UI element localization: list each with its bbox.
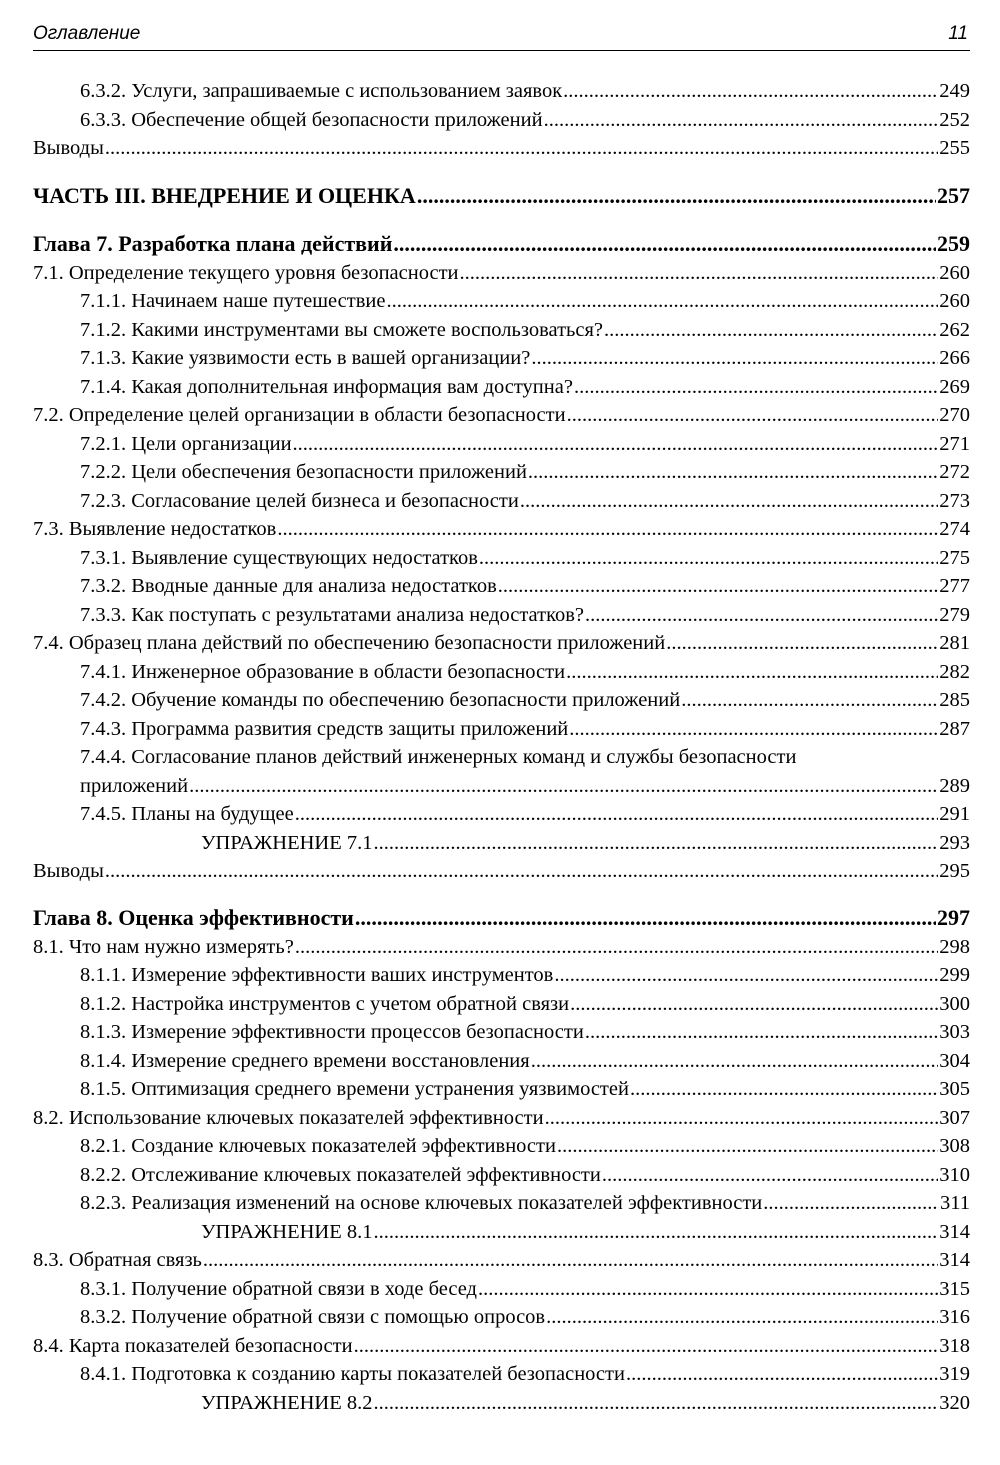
- toc-entry: [33, 1275, 970, 1304]
- dot-leader: [277, 515, 938, 544]
- toc-entry: [33, 515, 970, 544]
- dot-leader: [393, 229, 936, 259]
- toc-entry-page: 249: [939, 80, 970, 102]
- toc-entry-page: 262: [939, 318, 970, 341]
- toc-entry-title: 7.3.2. Вводные данные для анализа недостатков: [80, 575, 497, 597]
- toc-entry-title: 8.3.2. Получение обратной связи с помощью опросов: [80, 1306, 546, 1328]
- toc-entry-title: 8.1. Что нам нужно измерять?: [33, 935, 294, 958]
- toc-entry-title: 7.2.2. Цели обеспечения безопасности приложений: [80, 461, 527, 483]
- toc-entry: [33, 134, 970, 163]
- toc-entry-title: 7.1.2. Какими инструментами вы сможете воспользоваться?: [80, 318, 604, 341]
- dot-leader: [574, 373, 938, 402]
- dot-leader: [417, 180, 936, 212]
- toc-entry: [33, 401, 970, 430]
- toc-entry: [33, 990, 970, 1019]
- toc-entry-title: 7.3. Выявление недостатков: [33, 518, 277, 540]
- running-header: [33, 20, 970, 51]
- toc-entry-title: 7.1.4. Какая дополнительная информация вам доступна?: [80, 375, 573, 398]
- toc-entry: [33, 1303, 970, 1332]
- toc-entry-page: 252: [939, 108, 970, 131]
- dot-leader: [373, 829, 938, 858]
- toc-entry-title: 7.3.1. Выявление существующих недостатков: [80, 546, 478, 569]
- toc-entry-title: УПРАЖНЕНИЕ 8.2: [201, 1391, 373, 1414]
- toc-entry-page: 266: [939, 347, 970, 369]
- dot-leader: [354, 1332, 939, 1361]
- toc-entry-title: 8.1.5. Оптимизация среднего времени устранения уязвимостей: [80, 1078, 629, 1100]
- toc-entry-page: 311: [940, 1192, 970, 1214]
- dot-leader: [544, 106, 939, 135]
- toc-entry-page: 285: [939, 689, 970, 711]
- toc-entry-page: 275: [939, 546, 970, 569]
- toc-entry-title: Глава 7. Разработка плана действий: [33, 230, 393, 256]
- toc-entry-page: 260: [939, 290, 970, 312]
- dot-leader: [570, 990, 938, 1019]
- toc-entry-title: 7.2.3. Согласование целей бизнеса и безопасности: [80, 489, 519, 512]
- dot-leader: [557, 1132, 938, 1161]
- toc-entry: [33, 1218, 970, 1247]
- dot-leader: [479, 544, 938, 573]
- toc-entry-page: 270: [939, 404, 970, 426]
- toc-entry: [33, 344, 970, 373]
- toc-entry-title: 7.4.2. Обучение команды по обеспечению безопасности приложений: [80, 689, 681, 711]
- toc-entry: [33, 1161, 970, 1190]
- toc-entry-page: 293: [939, 831, 970, 854]
- toc-entry-title: 7.4.4. Согласование планов действий инженерных команд и службы безопасности: [80, 746, 797, 768]
- toc-part-heading: [33, 180, 970, 212]
- toc-entry: [33, 572, 970, 601]
- dot-leader: [355, 903, 936, 933]
- toc-entry-page: 298: [939, 935, 970, 958]
- toc-entry: [33, 544, 970, 573]
- toc-entry: [33, 1132, 970, 1161]
- toc-entry-page: 269: [939, 375, 970, 398]
- dot-leader: [498, 572, 939, 601]
- toc-entry-title: 7.1.3. Какие уязвимости есть в вашей организации?: [80, 347, 531, 369]
- toc-entry: [33, 1332, 970, 1361]
- toc-entry: [33, 1246, 970, 1275]
- dot-leader: [630, 1075, 938, 1104]
- toc-entry-title: 6.3.3. Обеспечение общей безопасности приложений: [80, 108, 543, 131]
- toc-entry: [33, 458, 970, 487]
- toc-chapter-heading: [33, 903, 970, 933]
- toc-entry-page: 304: [939, 1049, 970, 1072]
- toc-entry: [33, 933, 970, 962]
- toc-entry: [33, 829, 970, 858]
- toc-entry-page: 314: [939, 1220, 970, 1243]
- dot-leader: [373, 1389, 938, 1418]
- toc-entry-title: 7.2.1. Цели организации: [80, 432, 292, 455]
- toc-entry-page: 316: [939, 1306, 970, 1328]
- toc-entry: [33, 743, 970, 772]
- dot-leader: [569, 715, 938, 744]
- toc-entry-title: 7.4.3. Программа развития средств защиты приложений: [80, 717, 569, 740]
- toc-entry-title: Глава 8. Оценка эффективности: [33, 904, 354, 930]
- toc-entry: [33, 259, 970, 288]
- toc-entry-page: 295: [939, 860, 970, 882]
- toc-entry: [33, 857, 970, 886]
- dot-leader: [520, 487, 938, 516]
- toc-entry: [33, 961, 970, 990]
- toc-entry-page: 299: [939, 964, 970, 986]
- toc-entry-page: 257: [937, 182, 970, 208]
- header-title: Оглавление: [33, 23, 141, 44]
- dot-leader: [602, 1161, 938, 1190]
- toc-entry: [33, 1189, 970, 1218]
- dot-leader: [373, 1218, 938, 1247]
- toc-entry-title: 8.2.3. Реализация изменений на основе ключевых показателей эффективности: [80, 1192, 763, 1214]
- toc-entry-title: 8.1.3. Измерение эффективности процессов безопасности: [80, 1021, 584, 1043]
- toc-entry-title: 8.3.1. Получение обратной связи в ходе бесед: [80, 1277, 477, 1300]
- toc-entry: [33, 686, 970, 715]
- dot-leader: [666, 629, 938, 658]
- dot-leader: [295, 800, 939, 829]
- dot-leader: [531, 1047, 939, 1076]
- dot-leader: [626, 1360, 938, 1389]
- dot-leader: [546, 1303, 938, 1332]
- toc-entry-title: 8.1.2. Настройка инструментов с учетом обратной связи: [80, 992, 570, 1015]
- dot-leader: [604, 316, 938, 345]
- toc-entry-page: 319: [939, 1363, 970, 1385]
- dot-leader: [545, 1104, 939, 1133]
- toc-entry-title: 6.3.2. Услуги, запрашиваемые с использованием заявок: [80, 80, 563, 102]
- toc-entry: [33, 1075, 970, 1104]
- toc-entry-page: 259: [937, 230, 970, 256]
- toc-entry-title: Выводы: [33, 860, 104, 882]
- toc-entry-title: 8.4. Карта показателей безопасности: [33, 1334, 353, 1357]
- toc-entry: [33, 373, 970, 402]
- dot-leader: [566, 658, 938, 687]
- dot-leader: [528, 458, 938, 487]
- dot-leader: [585, 601, 938, 630]
- toc-entry-page: 281: [939, 632, 970, 654]
- toc-entry-page: 310: [939, 1163, 970, 1186]
- toc-entry: [33, 77, 970, 106]
- header-page-number: 11: [948, 23, 968, 44]
- toc-entry-page: 282: [939, 660, 970, 683]
- toc-entry-title: 8.1.4. Измерение среднего времени восстановления: [80, 1049, 530, 1072]
- toc-entry-title: 8.2.2. Отслеживание ключевых показателей эффективности: [80, 1163, 601, 1186]
- toc-entry-page: 260: [939, 261, 970, 284]
- toc-entry-page: 255: [939, 137, 970, 159]
- dot-leader: [681, 686, 938, 715]
- dot-leader: [203, 1246, 938, 1275]
- toc-entry-page: 297: [937, 904, 970, 930]
- toc-entry-page: 271: [939, 432, 970, 455]
- toc-entry-title: УПРАЖНЕНИЕ 8.1: [201, 1220, 373, 1243]
- toc-entry-page: 305: [939, 1078, 970, 1100]
- toc-entry: [33, 430, 970, 459]
- toc-entry-title: 7.4.1. Инженерное образование в области безопасности: [80, 660, 566, 683]
- toc-entry: [33, 715, 970, 744]
- toc-entry-title: 8.1.1. Измерение эффективности ваших инструментов: [80, 964, 554, 986]
- toc-entry-page: 279: [939, 603, 970, 626]
- toc-entry: [33, 106, 970, 135]
- toc-entry-continuation: [33, 772, 970, 801]
- toc-chapter-heading: [33, 229, 970, 259]
- dot-leader: [563, 77, 938, 106]
- toc-entry-title-continued: приложений: [80, 774, 189, 797]
- toc-entry: [33, 658, 970, 687]
- toc-entry-title: 7.3.3. Как поступать с результатами анализа недостатков?: [80, 603, 585, 626]
- toc-entry-page: 308: [939, 1135, 970, 1157]
- dot-leader: [478, 1275, 938, 1304]
- table-of-contents: [33, 77, 970, 1417]
- toc-entry-page: 277: [939, 575, 970, 597]
- toc-entry-page: 318: [939, 1334, 970, 1357]
- dot-leader: [531, 344, 938, 373]
- toc-entry: [33, 316, 970, 345]
- toc-entry-title: 7.2. Определение целей организации в области безопасности: [33, 404, 566, 426]
- toc-entry: [33, 1360, 970, 1389]
- toc-entry-title: ЧАСТЬ III. ВНЕДРЕНИЕ И ОЦЕНКА: [33, 182, 416, 208]
- toc-entry-page: 273: [939, 489, 970, 512]
- toc-entry: [33, 1104, 970, 1133]
- dot-leader: [554, 961, 938, 990]
- toc-entry: [33, 1047, 970, 1076]
- toc-entry-title: 7.4. Образец плана действий по обеспечению безопасности приложений: [33, 632, 666, 654]
- dot-leader: [189, 772, 938, 801]
- toc-entry: [33, 800, 970, 829]
- toc-entry: [33, 1018, 970, 1047]
- toc-entry: [33, 629, 970, 658]
- toc-entry-title: 8.2.1. Создание ключевых показателей эффективности: [80, 1135, 556, 1157]
- toc-entry-page: 291: [939, 803, 970, 825]
- toc-entry: [33, 1389, 970, 1418]
- dot-leader: [763, 1189, 939, 1218]
- dot-leader: [105, 134, 938, 163]
- toc-entry-page: 303: [939, 1021, 970, 1043]
- toc-entry: [33, 287, 970, 316]
- dot-leader: [567, 401, 939, 430]
- toc-entry-page: 315: [939, 1277, 970, 1300]
- toc-entry-page: 272: [939, 461, 970, 483]
- toc-entry-title: 7.1. Определение текущего уровня безопасности: [33, 261, 459, 284]
- dot-leader: [105, 857, 938, 886]
- dot-leader: [460, 259, 939, 288]
- toc-entry-page: 274: [939, 518, 970, 540]
- toc-entry: [33, 601, 970, 630]
- toc-entry-title: 7.4.5. Планы на будущее: [80, 803, 294, 825]
- toc-entry-title: 7.1.1. Начинаем наше путешествие: [80, 290, 386, 312]
- toc-entry-page: 307: [939, 1106, 970, 1129]
- toc-entry-page: 287: [939, 717, 970, 740]
- toc-entry-page: 289: [939, 774, 970, 797]
- dot-leader: [295, 933, 938, 962]
- toc-entry: [33, 487, 970, 516]
- toc-entry-page: 320: [939, 1391, 970, 1414]
- toc-entry-title: 8.2. Использование ключевых показателей эффективности: [33, 1106, 544, 1129]
- toc-entry-title: УПРАЖНЕНИЕ 7.1: [201, 831, 373, 854]
- dot-leader: [293, 430, 939, 459]
- toc-entry-title: 8.3. Обратная связь: [33, 1249, 202, 1271]
- toc-entry-page: 300: [939, 992, 970, 1015]
- dot-leader: [585, 1018, 938, 1047]
- toc-entry-title: 8.4.1. Подготовка к созданию карты показателей безопасности: [80, 1363, 625, 1385]
- toc-entry-page: 314: [939, 1249, 970, 1271]
- dot-leader: [386, 287, 938, 316]
- toc-entry-title: Выводы: [33, 137, 104, 159]
